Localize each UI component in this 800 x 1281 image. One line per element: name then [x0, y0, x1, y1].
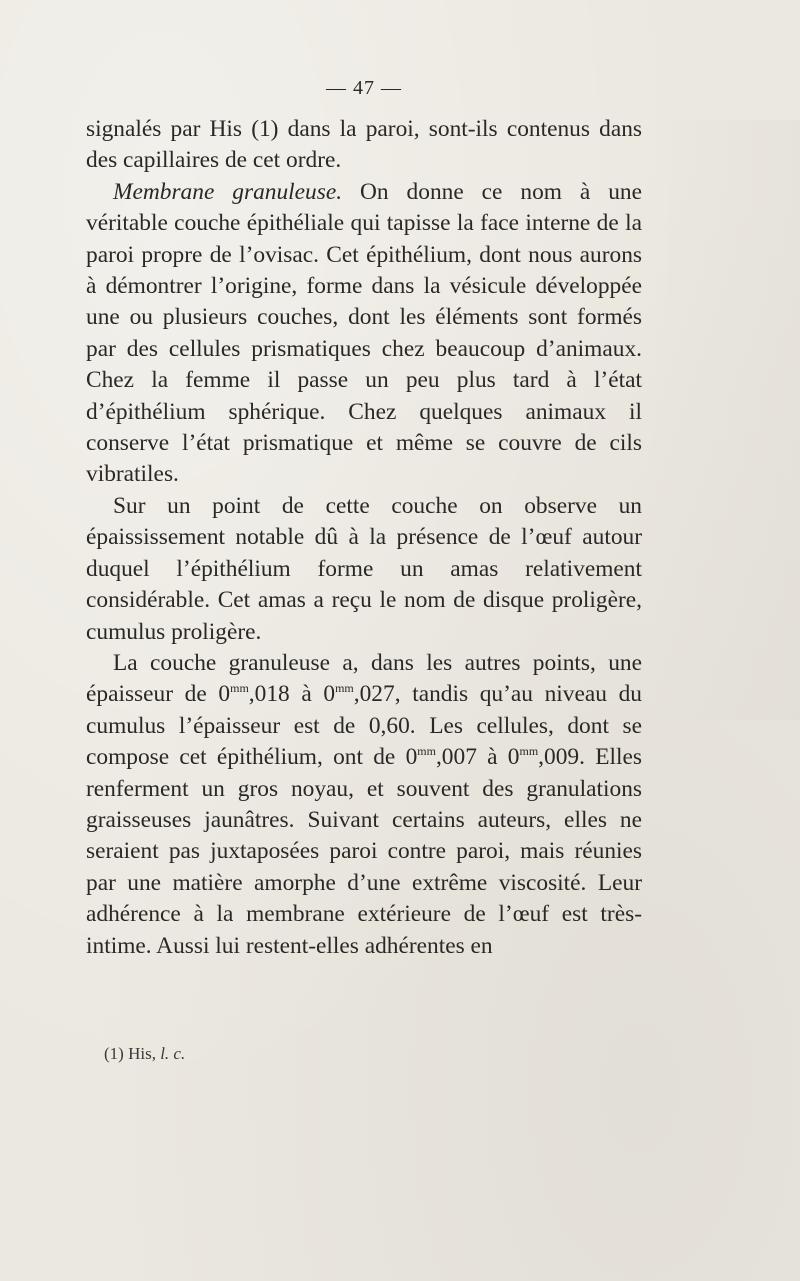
unit-superscript: mm	[417, 744, 436, 759]
body-text	[86, 114, 642, 962]
footnote-reference: l. c.	[160, 1044, 186, 1063]
paragraph-3	[86, 491, 642, 648]
footnote	[104, 1041, 185, 1067]
paragraph-3-text: Sur un point de cette couche on observe un épaississement notable dû à la présence de l’œuf autour duquel l’épithélium forme un amas relativement considérable. Cet amas a reçu le nom de disque proligère, cumulus proligère.	[86, 492, 642, 645]
footnote-author: His,	[128, 1044, 156, 1063]
paragraph-2-text: On donne ce nom à une véritable couche épithéliale qui tapisse la face interne de la paroi propre de l’ovisac. Cet épithélium, dont nous aurons à démontrer l’origine, forme dans la vésicule développée une ou plusieurs couches, dont les éléments sont formés par des cellules prismatiques chez beaucoup d’animaux. Chez la femme il passe un peu plus tard à l’état d’épithélium sphérique. Chez quelques animaux il conserve l’état prismatique et même se couvre de cils vibratiles.	[86, 178, 643, 488]
reverse-page-bleed-through	[650, 120, 800, 720]
paragraph-1-text: signalés par His (1) dans la paroi, sont-ils contenus dans des capillaires de cet ordre.	[86, 116, 642, 174]
paragraph-4	[86, 648, 642, 962]
paragraph-4-text-a: La couche granuleuse a, dans les autres points, une épaisseur de 0	[86, 649, 642, 708]
paragraph-4-text-e: ,009. Elles renferment un gros noyau, et souvent des granulations graisseuses jaunâtres. Suivant certains auteurs, elles ne seraient pas juxtaposées paroi contre paroi, mais réunies par une matière amorphe d’une extrême viscosité. Leur adhérence à la membrane extérieure de l’œuf est très-intime. Aussi lui restent-elles adhérentes en	[86, 744, 642, 959]
page-number: — 47 —	[326, 77, 402, 99]
book-page	[86, 70, 642, 962]
paragraph-1	[86, 114, 642, 177]
section-heading: Membrane granuleuse.	[113, 178, 343, 205]
unit-superscript: mm	[230, 681, 249, 696]
paragraph-4-text-d: ,007 à 0	[435, 744, 520, 771]
unit-superscript: mm	[335, 681, 354, 696]
unit-superscript: mm	[519, 744, 539, 759]
paragraph-2	[86, 177, 642, 491]
paragraph-4-text-c: ,027, tandis qu’au niveau du cumulus l’épaisseur est de 0,60. Les cellules, dont se compose cet épithélium, ont de 0	[86, 681, 643, 771]
paragraph-4-text-b: ,018 à 0	[248, 681, 336, 708]
footnote-marker: (1)	[104, 1044, 124, 1063]
